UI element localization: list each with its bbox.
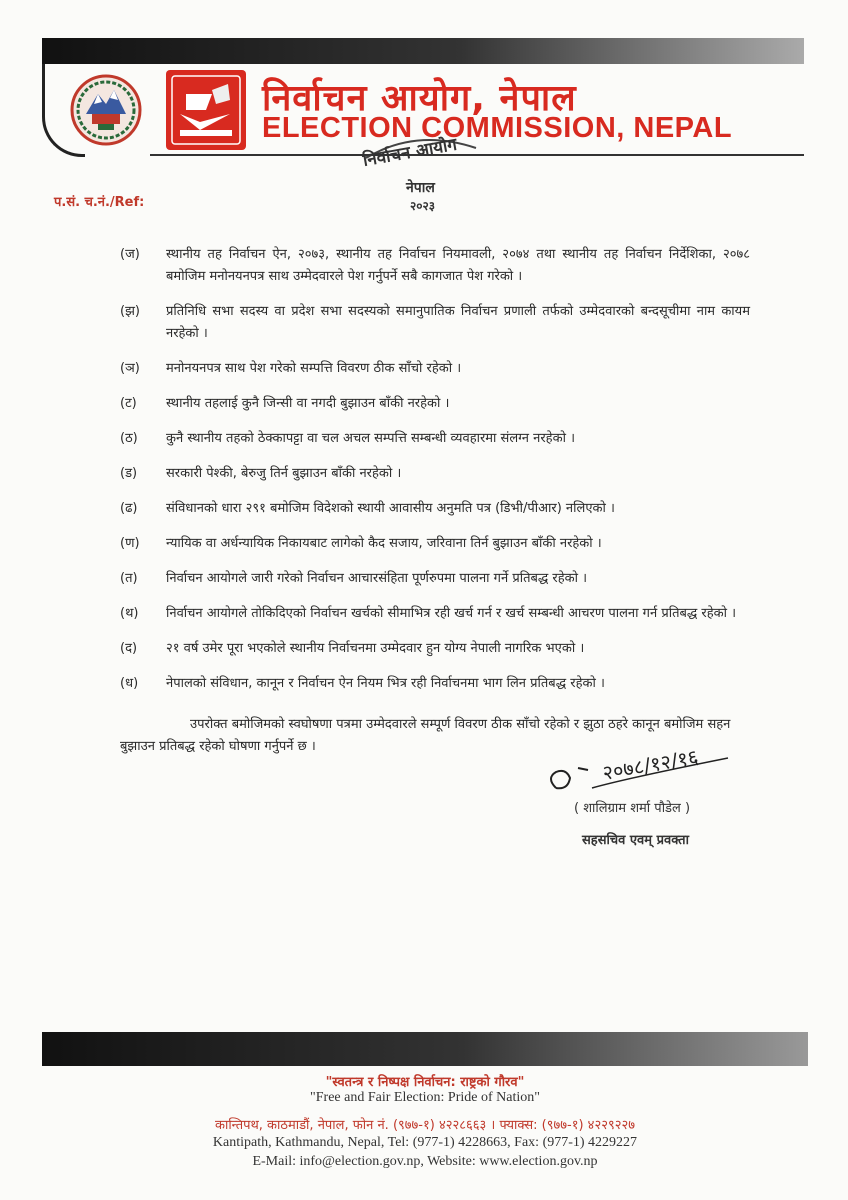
item-text: सरकारी पेश्की, बेरुजु तिर्न बुझाउन बाँकी नरहेको । xyxy=(166,466,402,481)
list-item xyxy=(120,603,750,625)
footer-address-english: Kantipath, Kathmandu, Nepal, Tel: (977-1) 4228663, Fax: (977-1) 4229227 xyxy=(212,1135,638,1150)
reference-label: प.सं. च.नं./Ref: xyxy=(54,195,145,210)
item-text: न्यायिक वा अर्धन्यायिक निकायबाट लागेको कैद सजाय, जरिवाना तिर्न बुझाउन बाँकी नरहेको । xyxy=(166,536,602,551)
item-label: (ञ) xyxy=(120,361,140,376)
nepal-emblem-icon xyxy=(68,72,144,148)
footer-motto-nepali: "स्वतन्त्र र निष्पक्ष निर्वाचन: राष्ट्रको गौरव" xyxy=(325,1075,525,1090)
footer-address-nepali: कान्तिपथ, काठमाडौं, नेपाल, फोन नं. (९७७-१) ४२२८६६३ । फ्याक्स: (९७७-१) ४२२९२२७ xyxy=(214,1118,636,1133)
item-text: स्थानीय तहलाई कुनै जिन्सी वा नगदी बुझाउन बाँकी नरहेको । xyxy=(166,396,450,411)
list-item xyxy=(120,498,750,520)
item-text: निर्वाचन आयोगले तोकिदिएको निर्वाचन खर्चको सीमाभित्र रही खर्च गर्न र खर्च सम्बन्धी आचरण पालना गर्न प्रतिबद्ध रहेको । xyxy=(166,606,737,621)
item-label: (ज) xyxy=(120,247,140,262)
item-text: २१ वर्ष उमेर पूरा भएकोले स्थानीय निर्वाचनमा उम्मेदवार हुन योग्य नेपाली नागरिक भएको । xyxy=(166,641,585,656)
org-title-nepali: निर्वाचन आयोग, नेपाल xyxy=(262,78,577,119)
item-label: (थ) xyxy=(120,606,139,621)
item-label: (ण) xyxy=(120,536,140,551)
list-item xyxy=(120,428,750,450)
item-text: प्रतिनिधि सभा सदस्य वा प्रदेश सभा सदस्यको समानुपातिक निर्वाचन प्रणाली तर्फको उम्मेदवारको बन्दसूचीमा नाम कायम नरहेको । xyxy=(166,304,750,341)
signatory-name: ( शालिग्राम शर्मा पौडेल ) xyxy=(574,801,691,816)
list-item xyxy=(120,393,750,415)
item-label: (द) xyxy=(120,641,138,656)
election-commission-logo-icon xyxy=(166,70,246,150)
item-label: (ड) xyxy=(120,466,138,481)
list-item xyxy=(120,358,750,380)
footer-motto-english: "Free and Fair Election: Pride of Nation" xyxy=(310,1090,540,1105)
stamp-text-1: निर्वाचन आयोग xyxy=(361,134,459,171)
item-text: निर्वाचन आयोगले जारी गरेको निर्वाचन आचारसंहिता पूर्णरुपमा पालना गर्ने प्रतिबद्ध रहेको । xyxy=(166,571,588,586)
list-item xyxy=(120,301,750,345)
header-top-bar xyxy=(42,38,804,64)
list-item xyxy=(120,533,750,555)
stamp-text-3: २०२३ xyxy=(410,199,435,213)
org-title-english: ELECTION COMMISSION, NEPAL xyxy=(262,112,733,144)
item-text: मनोनयनपत्र साथ पेश गरेको सम्पत्ति विवरण ठीक साँचो रहेको । xyxy=(166,361,462,376)
list-item xyxy=(120,638,750,660)
official-stamp xyxy=(346,118,496,218)
footer-contact: E-Mail: info@election.gov.np, Website: www.election.gov.np xyxy=(252,1154,598,1169)
closing-paragraph: उपरोक्त बमोजिमको स्वघोषणा पत्रमा उम्मेदवारले सम्पूर्ण विवरण ठीक साँचो रहेको र झुठा ठहरे कानून बमोजिम सहन बुझाउन प्रतिबद्ध रहेको घोषणा गर्नुपर्ने छ । xyxy=(120,717,731,754)
list-item xyxy=(120,463,750,485)
stamp-text-2: नेपाल xyxy=(406,180,435,196)
item-text: स्थानीय तह निर्वाचन ऐन, २०७३, स्थानीय तह निर्वाचन नियमावली, २०७४ तथा स्थानीय तह निर्वाचन निर्देशिका, २०७८ बमोजिम मनोनयनपत्र साथ उम्मेदवारले पेश गर्नुपर्ने सबै कागजात पेश गरेको । xyxy=(166,247,750,284)
item-label: (ठ) xyxy=(120,431,138,446)
item-label: (त) xyxy=(120,571,138,586)
item-text: कुनै स्थानीय तहको ठेक्कापट्टा वा चल अचल सम्पत्ति सम्बन्धी व्यवहारमा संलग्न नरहेको । xyxy=(166,431,575,446)
declaration-list xyxy=(120,244,750,708)
item-label: (ढ) xyxy=(120,501,138,516)
item-label: (ट) xyxy=(120,396,137,411)
footer-bar xyxy=(42,1032,808,1066)
signature-date: २०७८/१२/१६ xyxy=(600,744,701,785)
item-label: (ध) xyxy=(120,676,139,691)
item-text: नेपालको संविधान, कानून र निर्वाचन ऐन नियम भित्र रही निर्वाचनमा भाग लिन प्रतिबद्ध रहेको । xyxy=(166,676,605,691)
item-label: (झ) xyxy=(120,304,140,319)
item-text: संविधानको धारा २९१ बमोजिम विदेशको स्थायी आवासीय अनुमति पत्र (डिभी/पीआर) नलिएको । xyxy=(166,501,615,516)
list-item xyxy=(120,244,750,288)
list-item xyxy=(120,673,750,695)
list-item xyxy=(120,568,750,590)
signatory-title: सहसचिव एवम् प्रवक्ता xyxy=(582,833,689,848)
